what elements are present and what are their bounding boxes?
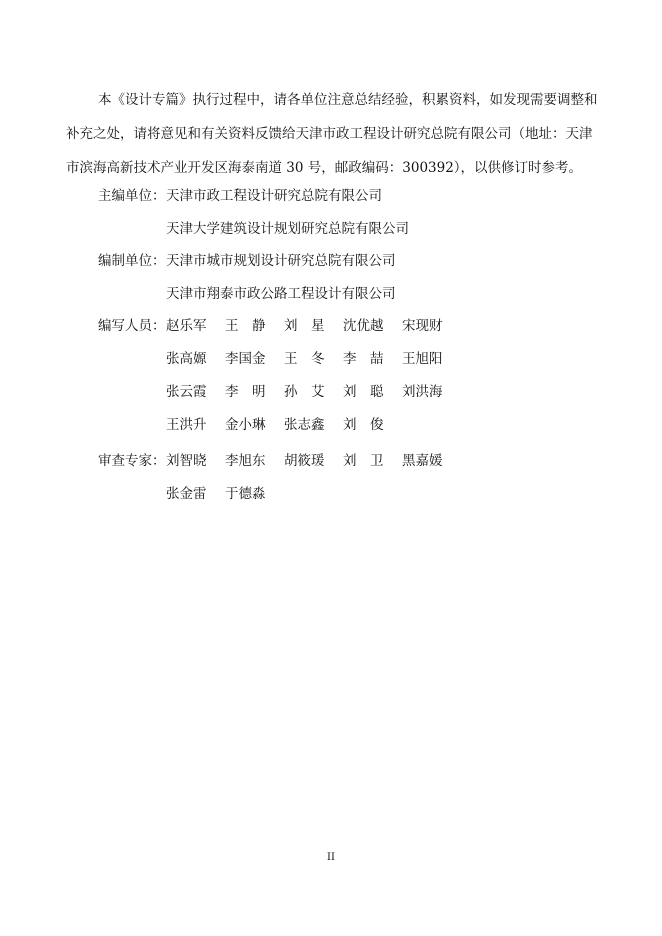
writer-name: 孙 艾: [284, 384, 325, 400]
compiling-unit-2: 天津市翔泰市政公路工程设计有限公司: [166, 286, 396, 302]
writer-name: 刘 俊: [343, 417, 384, 433]
compiling-unit-row: [98, 245, 396, 278]
writers-row: [98, 376, 461, 409]
intro-line-1: 本《设计专篇》执行过程中，请各单位注意总结经验，积累资料，如发现需要调整和: [98, 92, 598, 108]
reviewers-label: 审查专家：: [98, 453, 166, 469]
writer-name: 王 冬: [284, 351, 325, 367]
chief-units-section: [98, 180, 409, 246]
chief-unit-row: [98, 213, 409, 246]
chief-unit-2: 天津大学建筑设计规划研究总院有限公司: [166, 221, 409, 237]
writer-name: 沈优越: [343, 318, 384, 334]
reviewer-name: 黑嘉媛: [402, 453, 443, 469]
writer-name: 李国金: [225, 351, 266, 367]
intro-line-3: 市滨海高新技术产业开发区海泰南道 30 号，邮政编码：300392），以供修订时参考。: [66, 160, 583, 176]
intro-line-2: 补充之处，请将意见和有关资料反馈给天津市政工程设计研究总院有限公司（地址：天津: [66, 126, 593, 142]
compiling-units-label: 编制单位：: [98, 253, 166, 269]
writer-name: 赵乐军: [166, 318, 207, 334]
writer-name: 张志鑫: [284, 417, 325, 433]
reviewer-name: 刘 卫: [343, 453, 384, 469]
writer-name: 王 静: [225, 318, 266, 334]
compiling-units-section: [98, 245, 396, 311]
reviewers-section: [98, 445, 461, 511]
compiling-unit-row: [98, 278, 396, 311]
writer-name: 刘 聪: [343, 384, 384, 400]
reviewers-row: [98, 445, 461, 478]
intro-paragraph: [66, 83, 603, 185]
reviewer-name: 张金雷: [166, 486, 207, 502]
writer-name: 王旭阳: [402, 351, 443, 367]
writers-row: [98, 343, 461, 376]
writers-row: [98, 409, 461, 442]
chief-unit-1: 天津市政工程设计研究总院有限公司: [166, 188, 382, 204]
writer-name: 王洪升: [166, 417, 207, 433]
chief-units-label: 主编单位：: [98, 188, 166, 204]
reviewers-row: [98, 478, 461, 511]
writer-name: 金小琳: [225, 417, 266, 433]
writers-row: [98, 310, 461, 343]
reviewer-name: 李旭东: [225, 453, 266, 469]
chief-unit-row: [98, 180, 409, 213]
reviewer-name: 刘智晓: [166, 453, 207, 469]
page-number: II: [327, 852, 335, 863]
writer-name: 李 明: [225, 384, 266, 400]
compiling-unit-1: 天津市城市规划设计研究总院有限公司: [166, 253, 396, 269]
writers-label: 编写人员：: [98, 318, 166, 334]
writer-name: 宋现财: [402, 318, 443, 334]
writer-name: 李 喆: [343, 351, 384, 367]
writer-name: 张高嫄: [166, 351, 207, 367]
writer-name: 刘洪海: [402, 384, 443, 400]
writers-section: [98, 310, 461, 442]
writer-name: 刘 星: [284, 318, 325, 334]
reviewer-name: 于德淼: [225, 486, 266, 502]
reviewer-name: 胡筱瑗: [284, 453, 325, 469]
writer-name: 张云霞: [166, 384, 207, 400]
